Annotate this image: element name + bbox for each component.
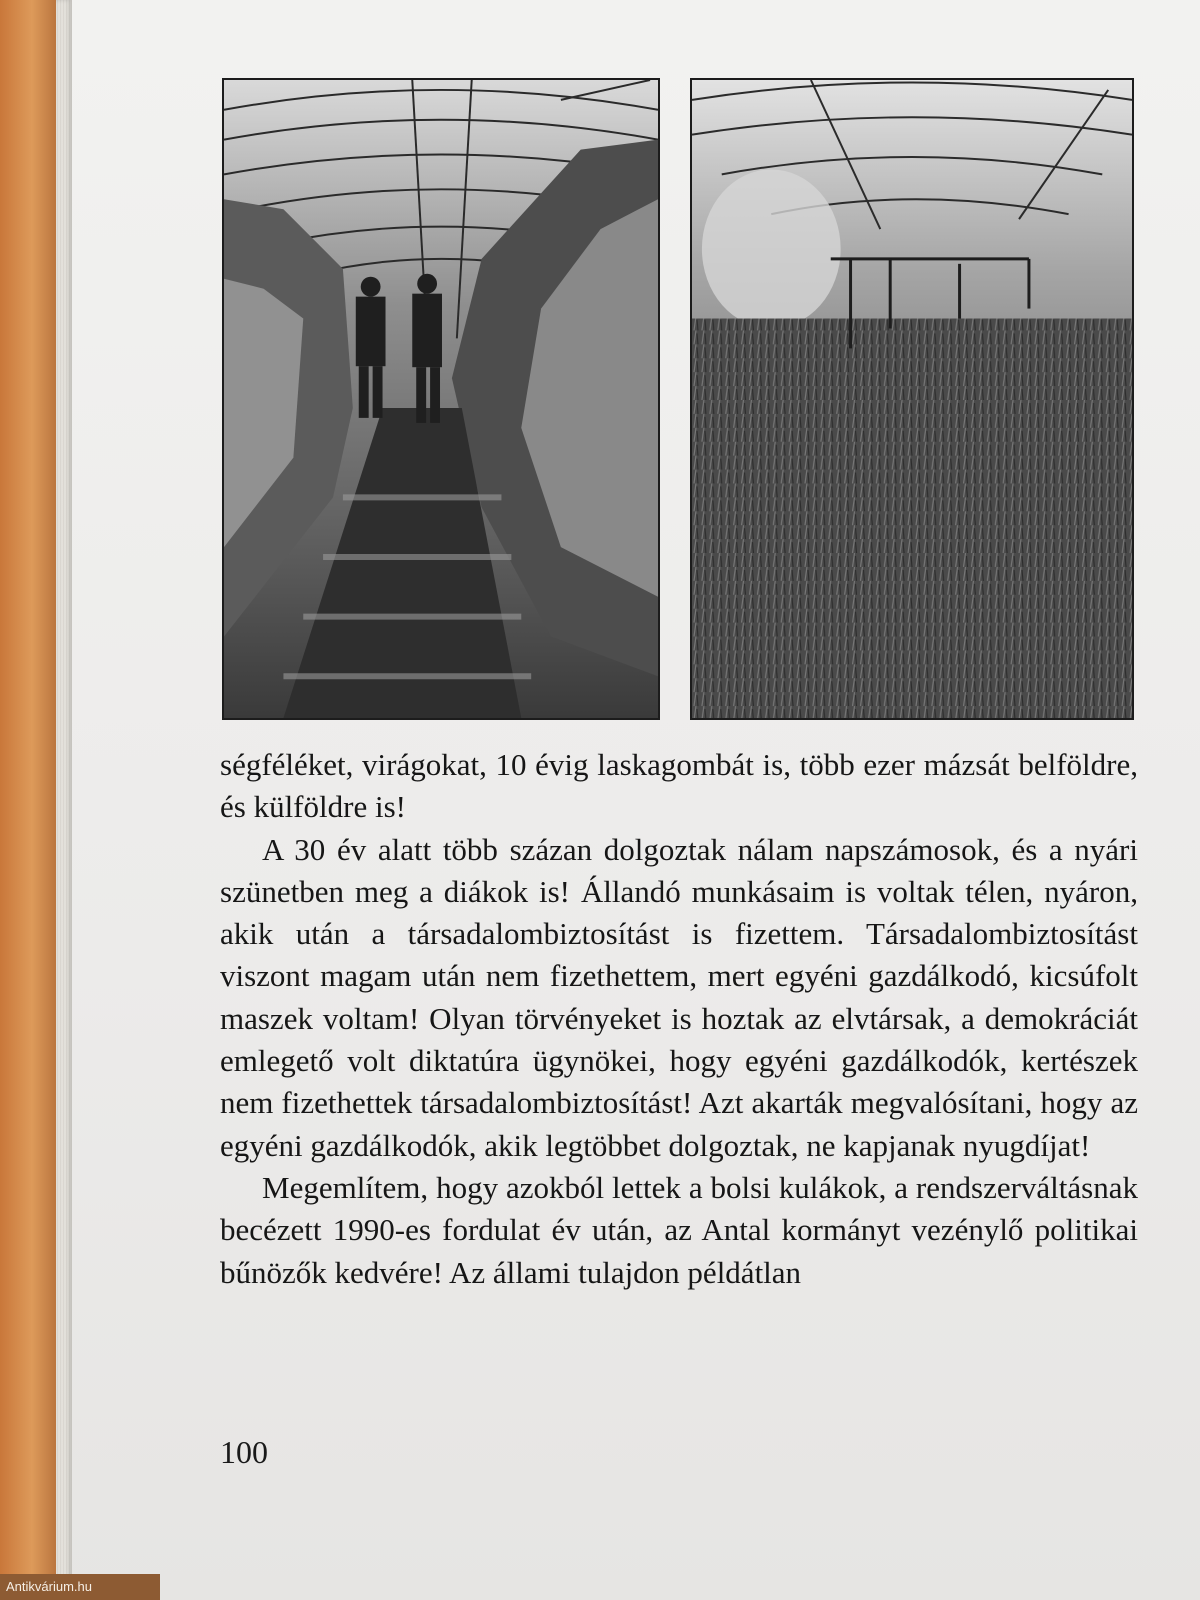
book-edge (0, 0, 58, 1600)
greenhouse-mushroom-image (224, 80, 658, 718)
greenhouse-photo-right (690, 78, 1134, 720)
paragraph-1: ségféléket, virágokat, 10 évig laskagombát is, több ezer mázsát belföldre, és külföldre is! (220, 747, 1138, 825)
greenhouse-photo-left (222, 78, 660, 720)
body-text (220, 744, 1138, 1294)
greenhouse-plants-image (692, 80, 1132, 718)
page-stack (56, 0, 72, 1600)
page-number: 100 (220, 1434, 268, 1470)
paragraph-2: A 30 év alatt több százan dolgoztak nálam napszámosok, és a nyári szünetben meg a diákok is! Állandó munkásaim is voltak télen, nyáron, akik után a társadalombiztosítást is fizettem. Társadalombiztosítást viszont magam után nem fizethettem, mert egyéni gazdálkodó, kicsúfolt maszek voltam! Olyan törvényeket is hoztak az elvtársak, a demokráciát emlegető volt diktatúra ügynökei, hogy egyéni gazdálkodók, kertészek nem fizethettek társadalombiztosítást! Azt akarták megvalósítani, hogy az egyéni gazdálkodók, akik legtöbbet dolgoztak, ne kapjanak nyugdíjat! (220, 831, 1138, 1163)
paragraph-3: Megemlítem, hogy azokból lettek a bolsi kulákok, a rendszerváltásnak becézett 1990-es fordulat év után, az Antal kormányt vezénylő politikai bűnözők kedvére! Az állami tulajdon példátlan (220, 1169, 1138, 1290)
book-page (72, 0, 1200, 1600)
watermark: Antikvárium.hu (0, 1574, 160, 1600)
